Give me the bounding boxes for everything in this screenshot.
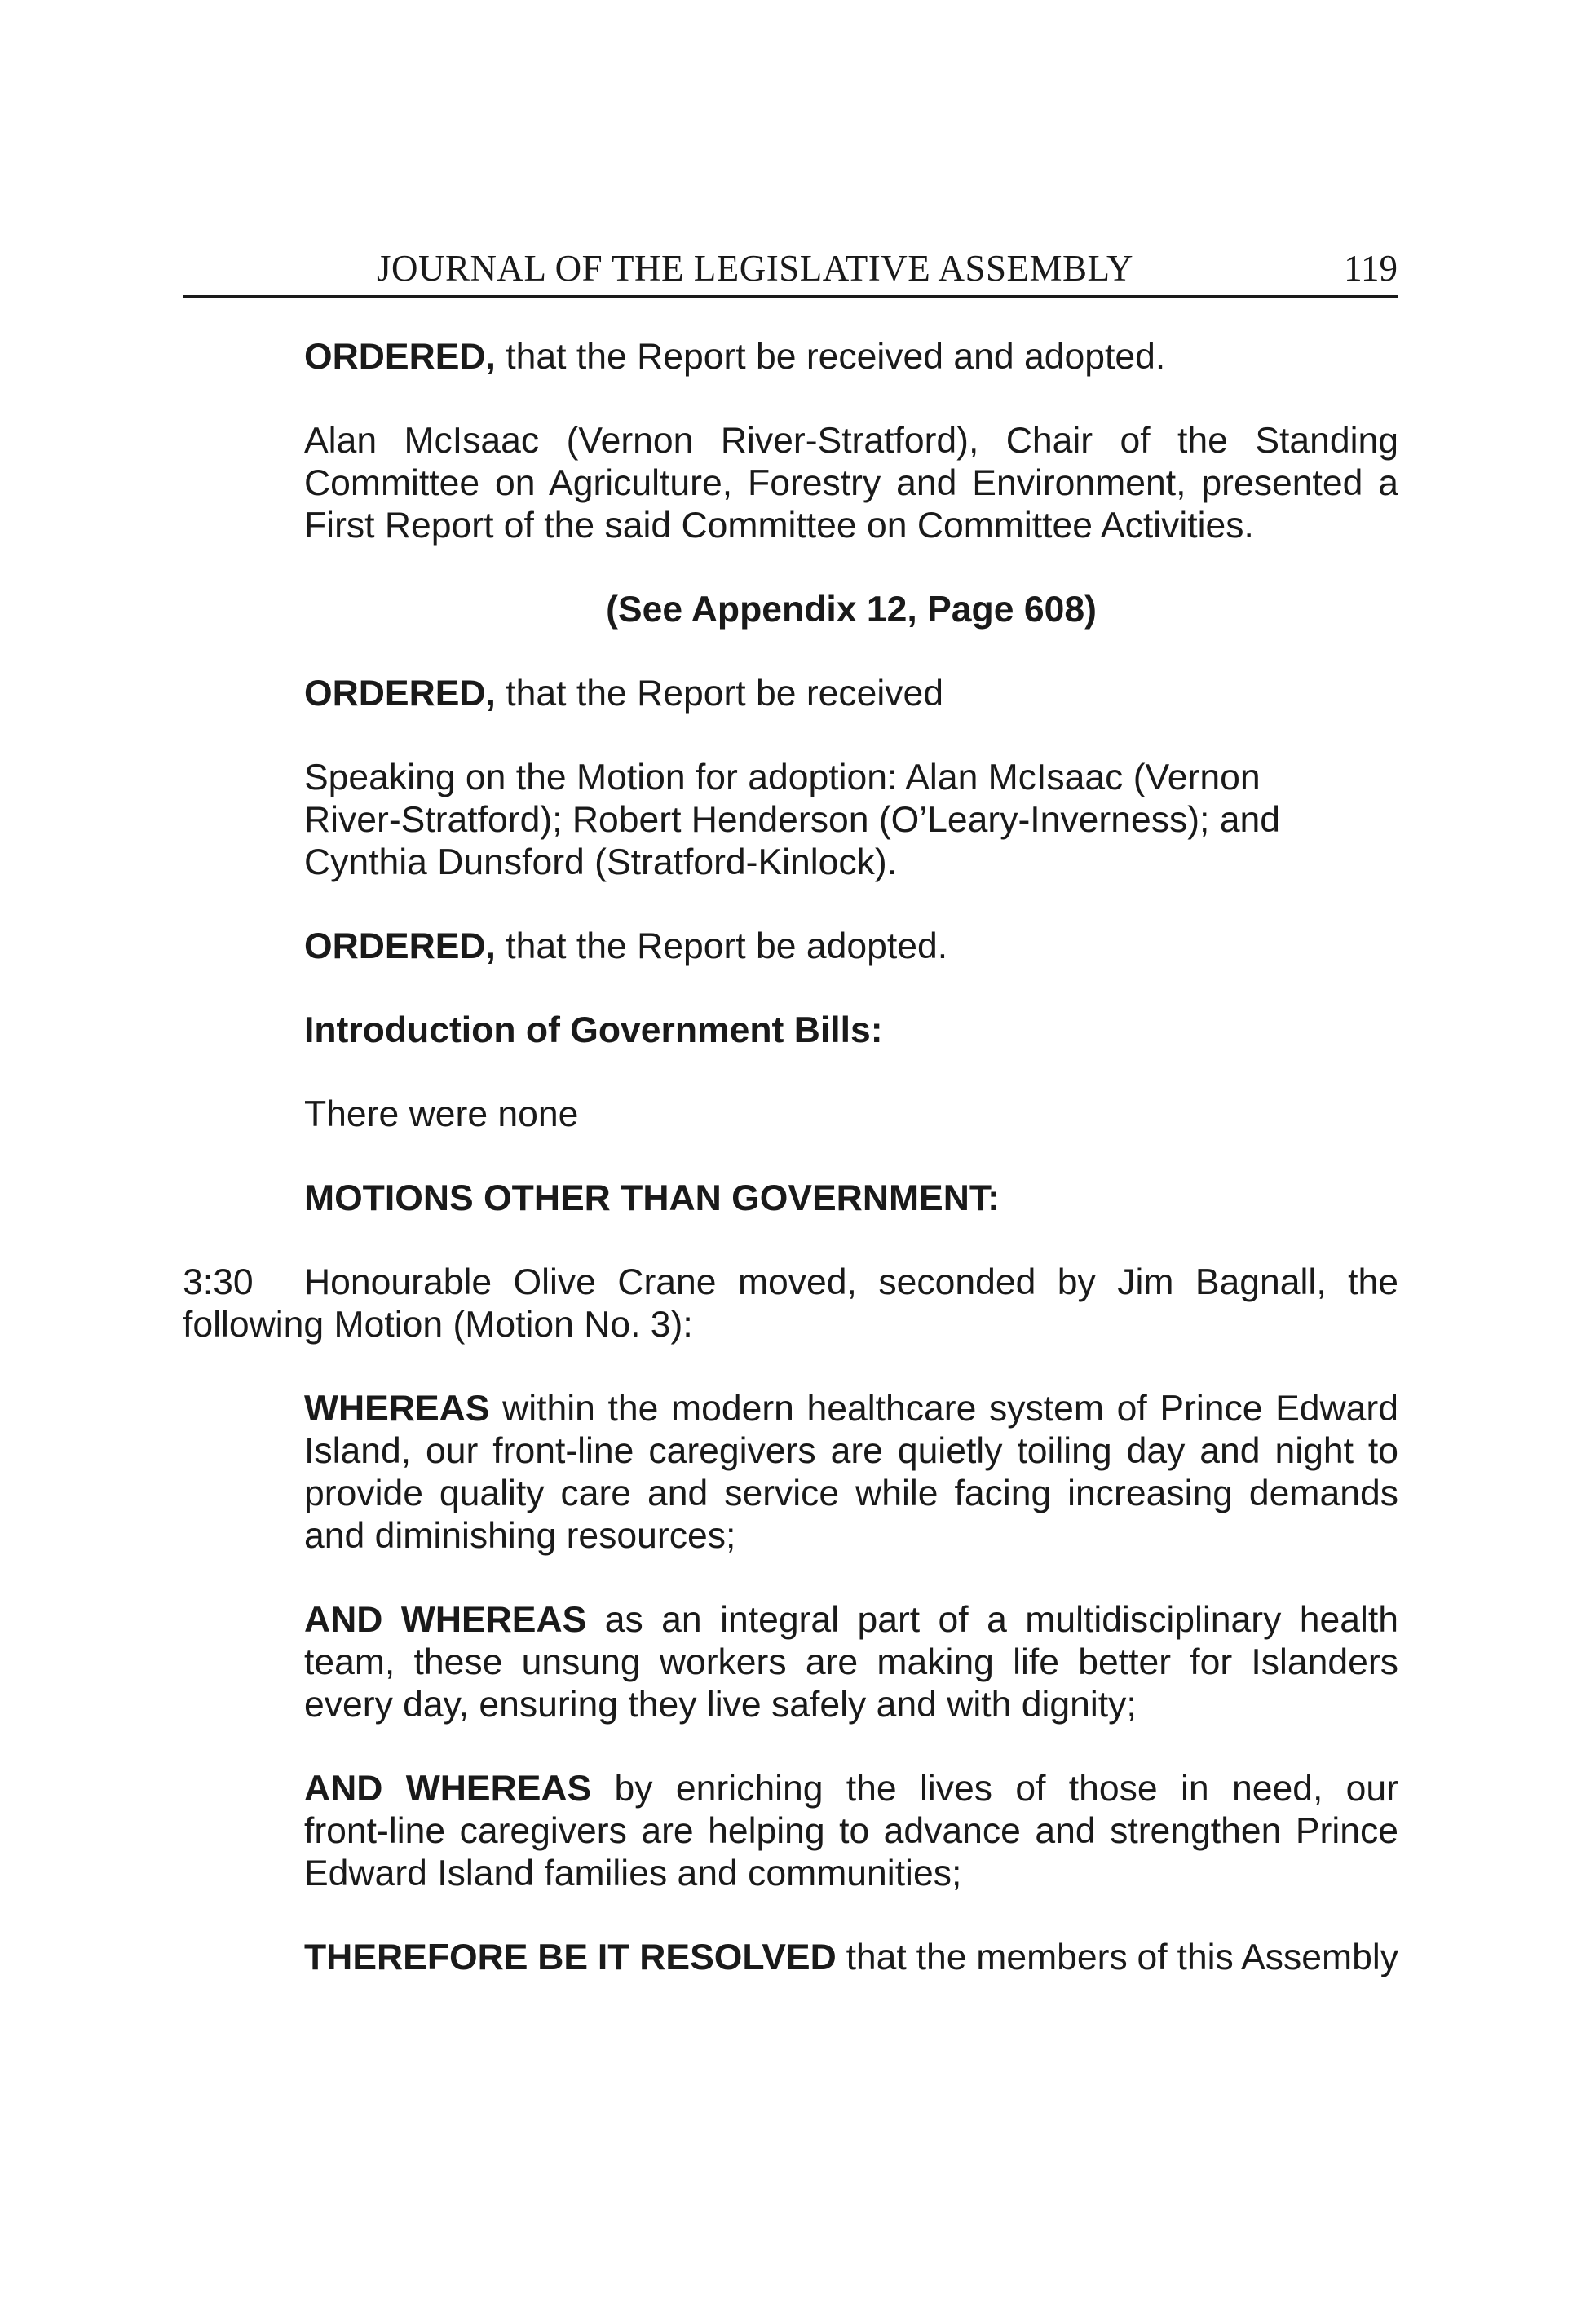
- text-line: following Motion (Motion No. 3):: [183, 1305, 693, 1345]
- whereas-text: as an integral part of a multidisciplinary health: [586, 1600, 1398, 1640]
- ordered-received-adopted: [304, 336, 1398, 378]
- whereas-text: by enriching the lives of those in need, our: [591, 1769, 1398, 1809]
- text-line: First Report of the said Committee on Committee Activities.: [304, 506, 1254, 546]
- text-line: Cynthia Dunsford (Stratford-Kinlock).: [304, 842, 898, 882]
- ordered-text: that the Report be received and adopted.: [495, 337, 1166, 377]
- whereas-label: AND WHEREAS: [304, 1600, 587, 1640]
- text-line: Speaking on the Motion for adoption: Alan McIsaac (Vernon: [304, 758, 1261, 797]
- text-line: [183, 1261, 1398, 1304]
- resolved-label: THEREFORE BE IT RESOLVED: [304, 1937, 837, 1977]
- whereas-clause-3: [304, 1768, 1398, 1895]
- text-line: Committee on Agriculture, Forestry and Environment, presented a: [304, 463, 1398, 503]
- whereas-clause-1: [304, 1388, 1398, 1557]
- ordered-received: [304, 673, 1398, 715]
- section-heading-motions: [304, 1177, 1398, 1220]
- ordered-label: ORDERED,: [304, 926, 496, 966]
- whereas-label: AND WHEREAS: [304, 1769, 592, 1809]
- motion-time: 3:30: [183, 1262, 254, 1302]
- text-line: [304, 1768, 1398, 1810]
- journal-title: JOURNAL OF THE LEGISLATIVE ASSEMBLY: [377, 248, 1134, 289]
- speaking-on-motion: [304, 757, 1398, 884]
- text-line: [304, 1388, 1398, 1430]
- motion-text: Honourable Olive Crane moved, seconded by Jim Bagnall, the: [304, 1262, 1398, 1302]
- appendix-reference: [304, 589, 1398, 631]
- motion-intro: [183, 1261, 1398, 1346]
- whereas-label: WHEREAS: [304, 1389, 490, 1429]
- resolved-clause: [304, 1937, 1398, 1979]
- page-header: [183, 245, 1398, 298]
- text-line: River-Stratford); Robert Henderson (O’Leary-Inverness); and: [304, 800, 1281, 840]
- ordered-label: ORDERED,: [304, 337, 496, 377]
- text-line: front-line caregivers are helping to advance and strengthen Prince: [304, 1811, 1398, 1851]
- whereas-clause-2: [304, 1599, 1398, 1726]
- ordered-adopted: [304, 926, 1398, 968]
- text-line: provide quality care and service while facing increasing demands: [304, 1473, 1398, 1513]
- heading-text: MOTIONS OTHER THAN GOVERNMENT:: [304, 1178, 1000, 1218]
- text-line: Island, our front-line caregivers are quietly toiling day and night to: [304, 1431, 1398, 1471]
- text-line: team, these unsung workers are making life better for Islanders: [304, 1642, 1398, 1682]
- text-line: [304, 1937, 1398, 1979]
- text-line: Alan McIsaac (Vernon River-Stratford), Chair of the Standing: [304, 421, 1398, 461]
- text-line: and diminishing resources;: [304, 1516, 736, 1556]
- committee-report-presentation: [304, 420, 1398, 547]
- page-number: 119: [1344, 248, 1398, 289]
- text-line: Edward Island families and communities;: [304, 1853, 962, 1893]
- no-bills-statement: There were none: [304, 1094, 579, 1134]
- resolved-text: that the members of this Assembly: [836, 1937, 1398, 1977]
- text-line: [304, 1599, 1398, 1641]
- section-heading-government-bills: [304, 1010, 1398, 1052]
- whereas-text: within the modern healthcare system of Prince Edward: [489, 1389, 1398, 1429]
- ordered-text: that the Report be received: [495, 674, 944, 714]
- ordered-label: ORDERED,: [304, 674, 496, 714]
- appendix-text: (See Appendix 12, Page 608): [606, 590, 1097, 630]
- text-line: every day, ensuring they live safely and with dignity;: [304, 1685, 1137, 1725]
- heading-text: Introduction of Government Bills:: [304, 1010, 883, 1050]
- ordered-text: that the Report be adopted.: [495, 926, 948, 966]
